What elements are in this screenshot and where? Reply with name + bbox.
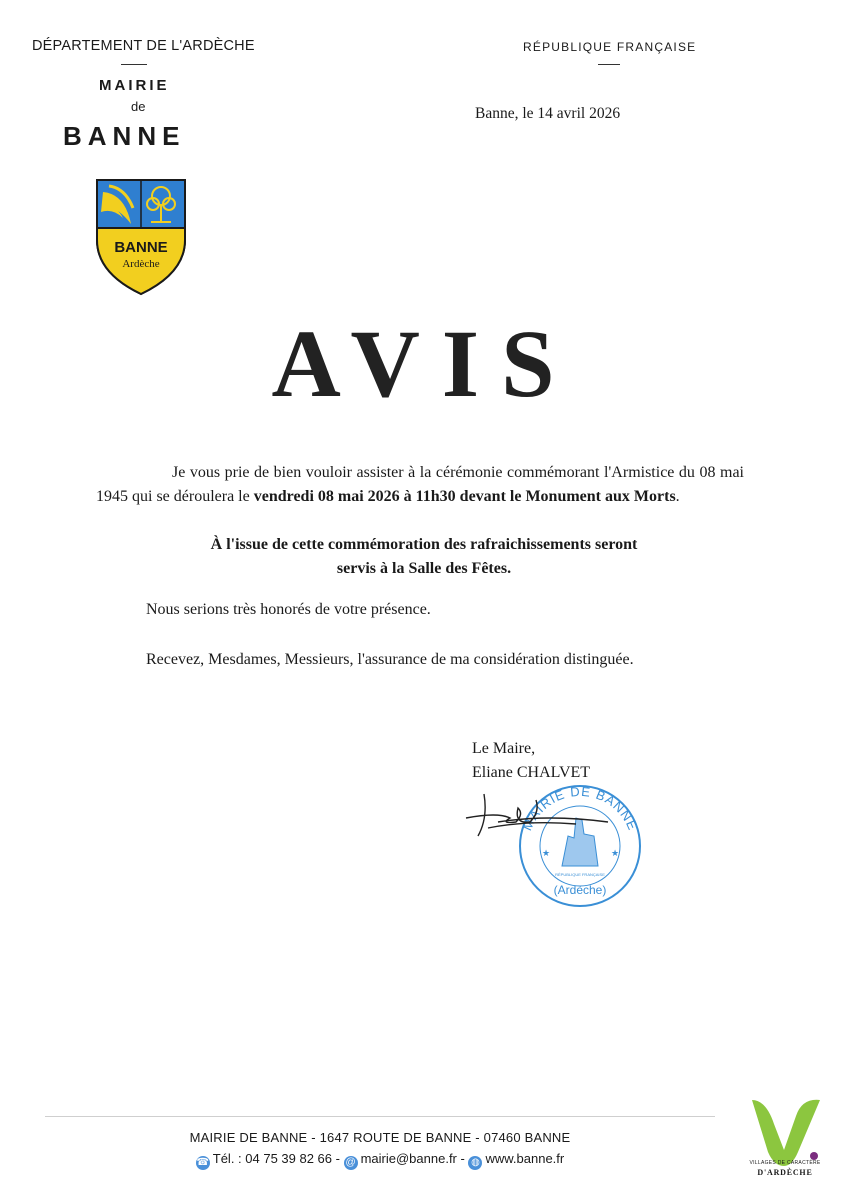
commune-name: BANNE <box>63 121 186 151</box>
stamp-middle-text: RÉPUBLIQUE FRANÇAISE <box>555 872 605 877</box>
logo-caption-top: VILLAGES DE CARACTÈRE <box>749 1160 821 1166</box>
divider <box>598 64 620 65</box>
republique-label: RÉPUBLIQUE FRANÇAISE <box>523 40 697 54</box>
footer-email[interactable]: mairie@banne.fr - <box>360 1151 465 1166</box>
invitation-text: Je vous prie de bien vouloir assister à la cérémonie commémorant l'Armistice du 08 mai 1945 qui se déroulera le <box>96 464 744 505</box>
globe-icon: ◍ <box>468 1156 482 1170</box>
department-label: DÉPARTEMENT DE L'ARDÈCHE <box>32 38 255 54</box>
email-icon: @ <box>345 1157 356 1168</box>
event-details: vendredi 08 mai 2026 à 11h30 devant le Monument aux Morts <box>253 488 676 505</box>
refreshments-line-2: servis à la Salle des Fêtes. <box>336 560 512 577</box>
divider <box>121 64 147 65</box>
de-label: de <box>131 99 146 114</box>
svg-text:★: ★ <box>542 848 551 858</box>
presence-paragraph: Nous serions très honorés de votre présence. <box>146 601 431 618</box>
footer-divider <box>45 1116 715 1117</box>
signatory-name: Eliane CHALVET <box>472 764 591 781</box>
mairie-label: MAIRIE <box>99 77 170 94</box>
signatory-title: Le Maire, <box>472 740 536 757</box>
coat-of-arms-icon <box>95 178 187 296</box>
crest-region: Ardèche <box>122 258 160 270</box>
stamp-bottom-text: (Ardèche) <box>553 883 607 897</box>
closing-paragraph: Recevez, Mesdames, Messieurs, l'assurance de ma considération distinguée. <box>146 651 634 668</box>
official-stamp-icon <box>519 784 640 906</box>
page-title: AVIS <box>271 310 577 417</box>
invitation-paragraph <box>96 461 744 509</box>
footer-address: MAIRIE DE BANNE - 1647 ROUTE DE BANNE - 07460 BANNE <box>189 1130 571 1145</box>
footer-contacts <box>0 1151 760 1170</box>
letter-date: Banne, le 14 avril 2026 <box>475 105 621 122</box>
refreshments-line-1: À l'issue de cette commémoration des rafraichissements seront <box>210 536 638 553</box>
footer-website[interactable]: www.banne.fr <box>485 1151 565 1166</box>
svg-text:★: ★ <box>611 848 620 858</box>
stamp-top-text: MAIRIE DE BANNE <box>519 783 641 833</box>
phone-icon: ☎ <box>196 1157 209 1168</box>
crest-name: BANNE <box>114 239 168 256</box>
footer-phone: Tél. : 04 75 39 82 66 - <box>212 1151 340 1166</box>
refreshments-paragraph <box>96 533 752 581</box>
logo-caption-bottom: D'ARDÈCHE <box>757 1168 813 1177</box>
invitation-end: . <box>675 488 680 505</box>
signature-stamp <box>458 778 648 908</box>
